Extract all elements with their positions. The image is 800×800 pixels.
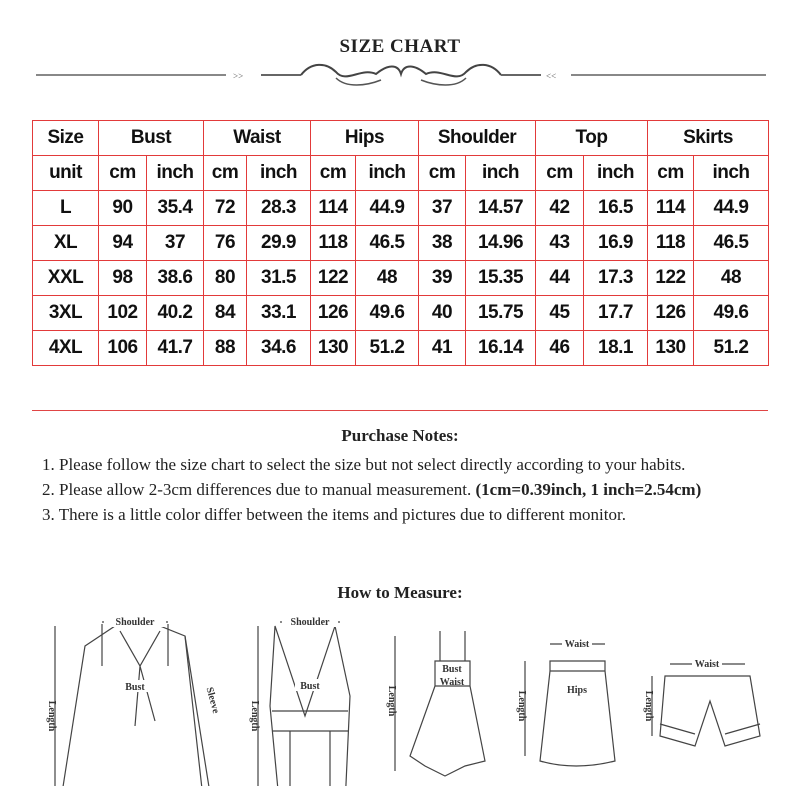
value-cell: 44.9 bbox=[356, 191, 419, 226]
header-cell: Skirts bbox=[648, 121, 769, 156]
skirt-illustration bbox=[516, 637, 615, 766]
size-cell: XXL bbox=[33, 261, 99, 296]
dress-illustration bbox=[386, 631, 485, 776]
table-row bbox=[33, 331, 769, 366]
value-cell: 49.6 bbox=[356, 296, 419, 331]
value-cell: 17.3 bbox=[584, 261, 648, 296]
value-cell: 122 bbox=[648, 261, 694, 296]
table-body bbox=[33, 191, 769, 366]
value-cell: 90 bbox=[99, 191, 147, 226]
header-row bbox=[33, 121, 769, 156]
value-cell: 72 bbox=[204, 191, 247, 226]
svg-text:Length: Length bbox=[249, 700, 260, 732]
value-cell: 44 bbox=[536, 261, 584, 296]
value-cell: 48 bbox=[694, 261, 769, 296]
note-2 bbox=[42, 477, 782, 502]
svg-text:Bust: Bust bbox=[442, 664, 462, 675]
svg-text:Waist: Waist bbox=[694, 659, 720, 670]
shoulder-label: Shoulder bbox=[115, 617, 155, 628]
svg-text:Length: Length bbox=[516, 690, 527, 722]
value-cell: 35.4 bbox=[147, 191, 204, 226]
header-cell: Hips bbox=[311, 121, 419, 156]
length-label: Length bbox=[46, 700, 57, 732]
value-cell: 102 bbox=[99, 296, 147, 331]
blouse-illustration bbox=[46, 615, 221, 786]
value-cell: 37 bbox=[147, 226, 204, 261]
value-cell: 76 bbox=[204, 226, 247, 261]
value-cell: 94 bbox=[99, 226, 147, 261]
table-row bbox=[33, 296, 769, 331]
unit-cell: cm bbox=[419, 156, 466, 191]
value-cell: 106 bbox=[99, 331, 147, 366]
sleeve-label: Sleeve bbox=[203, 686, 222, 715]
size-table bbox=[32, 120, 769, 366]
unit-row bbox=[33, 156, 769, 191]
value-cell: 28.3 bbox=[247, 191, 311, 226]
unit-cell: inch bbox=[466, 156, 536, 191]
value-cell: 88 bbox=[204, 331, 247, 366]
value-cell: 45 bbox=[536, 296, 584, 331]
value-cell: 38.6 bbox=[147, 261, 204, 296]
unit-cell: inch bbox=[584, 156, 648, 191]
value-cell: 84 bbox=[204, 296, 247, 331]
size-cell: 3XL bbox=[33, 296, 99, 331]
value-cell: 39 bbox=[419, 261, 466, 296]
note-3: 3. There is a little color differ between the items and pictures due to different monitor. bbox=[42, 505, 626, 524]
value-cell: 15.75 bbox=[466, 296, 536, 331]
tank-top-illustration bbox=[249, 615, 350, 786]
value-cell: 17.7 bbox=[584, 296, 648, 331]
svg-text:Bust: Bust bbox=[300, 681, 320, 692]
value-cell: 114 bbox=[311, 191, 356, 226]
value-cell: 44.9 bbox=[694, 191, 769, 226]
value-cell: 130 bbox=[311, 331, 356, 366]
size-cell: 4XL bbox=[33, 331, 99, 366]
unit-cell: inch bbox=[694, 156, 769, 191]
how-to-measure-heading: How to Measure: bbox=[337, 583, 463, 602]
unit-cell: cm bbox=[311, 156, 356, 191]
svg-text:Length: Length bbox=[386, 685, 397, 717]
header-cell: Top bbox=[536, 121, 648, 156]
svg-text:Waist: Waist bbox=[439, 677, 465, 688]
value-cell: 43 bbox=[536, 226, 584, 261]
header-cell: Bust bbox=[99, 121, 204, 156]
unit-cell: inch bbox=[356, 156, 419, 191]
svg-text:Waist: Waist bbox=[564, 639, 590, 650]
value-cell: 46 bbox=[536, 331, 584, 366]
unit-cell: cm bbox=[99, 156, 147, 191]
size-cell: L bbox=[33, 191, 99, 226]
value-cell: 51.2 bbox=[356, 331, 419, 366]
value-cell: 51.2 bbox=[694, 331, 769, 366]
unit-cell: cm bbox=[536, 156, 584, 191]
value-cell: 29.9 bbox=[247, 226, 311, 261]
header-cell: Shoulder bbox=[419, 121, 536, 156]
ornament-divider bbox=[36, 62, 766, 92]
value-cell: 15.35 bbox=[466, 261, 536, 296]
purchase-notes-heading: Purchase Notes: bbox=[341, 426, 459, 445]
value-cell: 42 bbox=[536, 191, 584, 226]
value-cell: 46.5 bbox=[694, 226, 769, 261]
unit-cell: inch bbox=[247, 156, 311, 191]
unit-cell: unit bbox=[33, 156, 99, 191]
svg-text:Shoulder: Shoulder bbox=[290, 617, 330, 628]
measurement-illustrations bbox=[40, 606, 770, 786]
size-cell: XL bbox=[33, 226, 99, 261]
unit-cell: cm bbox=[648, 156, 694, 191]
value-cell: 14.57 bbox=[466, 191, 536, 226]
shorts-illustration bbox=[643, 657, 760, 746]
value-cell: 80 bbox=[204, 261, 247, 296]
value-cell: 46.5 bbox=[356, 226, 419, 261]
value-cell: 126 bbox=[311, 296, 356, 331]
value-cell: 98 bbox=[99, 261, 147, 296]
value-cell: 41.7 bbox=[147, 331, 204, 366]
page-title: SIZE CHART bbox=[339, 36, 461, 57]
value-cell: 41 bbox=[419, 331, 466, 366]
value-cell: 118 bbox=[648, 226, 694, 261]
value-cell: 33.1 bbox=[247, 296, 311, 331]
note-2-conversion: (1cm=0.39inch, 1 inch=2.54cm) bbox=[475, 480, 702, 499]
unit-cell: cm bbox=[204, 156, 247, 191]
value-cell: 34.6 bbox=[247, 331, 311, 366]
value-cell: 31.5 bbox=[247, 261, 311, 296]
value-cell: 16.5 bbox=[584, 191, 648, 226]
value-cell: 48 bbox=[356, 261, 419, 296]
header-cell: Size bbox=[33, 121, 99, 156]
unit-cell: inch bbox=[147, 156, 204, 191]
divider bbox=[32, 410, 768, 411]
purchase-notes bbox=[42, 452, 782, 527]
value-cell: 18.1 bbox=[584, 331, 648, 366]
value-cell: 37 bbox=[419, 191, 466, 226]
value-cell: 126 bbox=[648, 296, 694, 331]
value-cell: 38 bbox=[419, 226, 466, 261]
hips-label: Hips bbox=[566, 685, 588, 696]
value-cell: 130 bbox=[648, 331, 694, 366]
value-cell: 16.9 bbox=[584, 226, 648, 261]
note-1: 1. Please follow the size chart to select the size but not select directly according to your habits. bbox=[42, 455, 686, 474]
bust-label: Bust bbox=[125, 682, 145, 693]
value-cell: 40 bbox=[419, 296, 466, 331]
note-2-text: 2. Please allow 2-3cm differences due to manual measurement. bbox=[42, 480, 476, 499]
value-cell: 14.96 bbox=[466, 226, 536, 261]
value-cell: 49.6 bbox=[694, 296, 769, 331]
table-row bbox=[33, 261, 769, 296]
svg-text:Length: Length bbox=[643, 690, 654, 722]
svg-text:>>: >> bbox=[233, 71, 244, 81]
value-cell: 118 bbox=[311, 226, 356, 261]
header-cell: Waist bbox=[204, 121, 311, 156]
table-row bbox=[33, 226, 769, 261]
value-cell: 122 bbox=[311, 261, 356, 296]
table-row bbox=[33, 191, 769, 226]
value-cell: 114 bbox=[648, 191, 694, 226]
svg-text:<<: << bbox=[546, 71, 557, 81]
value-cell: 16.14 bbox=[466, 331, 536, 366]
value-cell: 40.2 bbox=[147, 296, 204, 331]
